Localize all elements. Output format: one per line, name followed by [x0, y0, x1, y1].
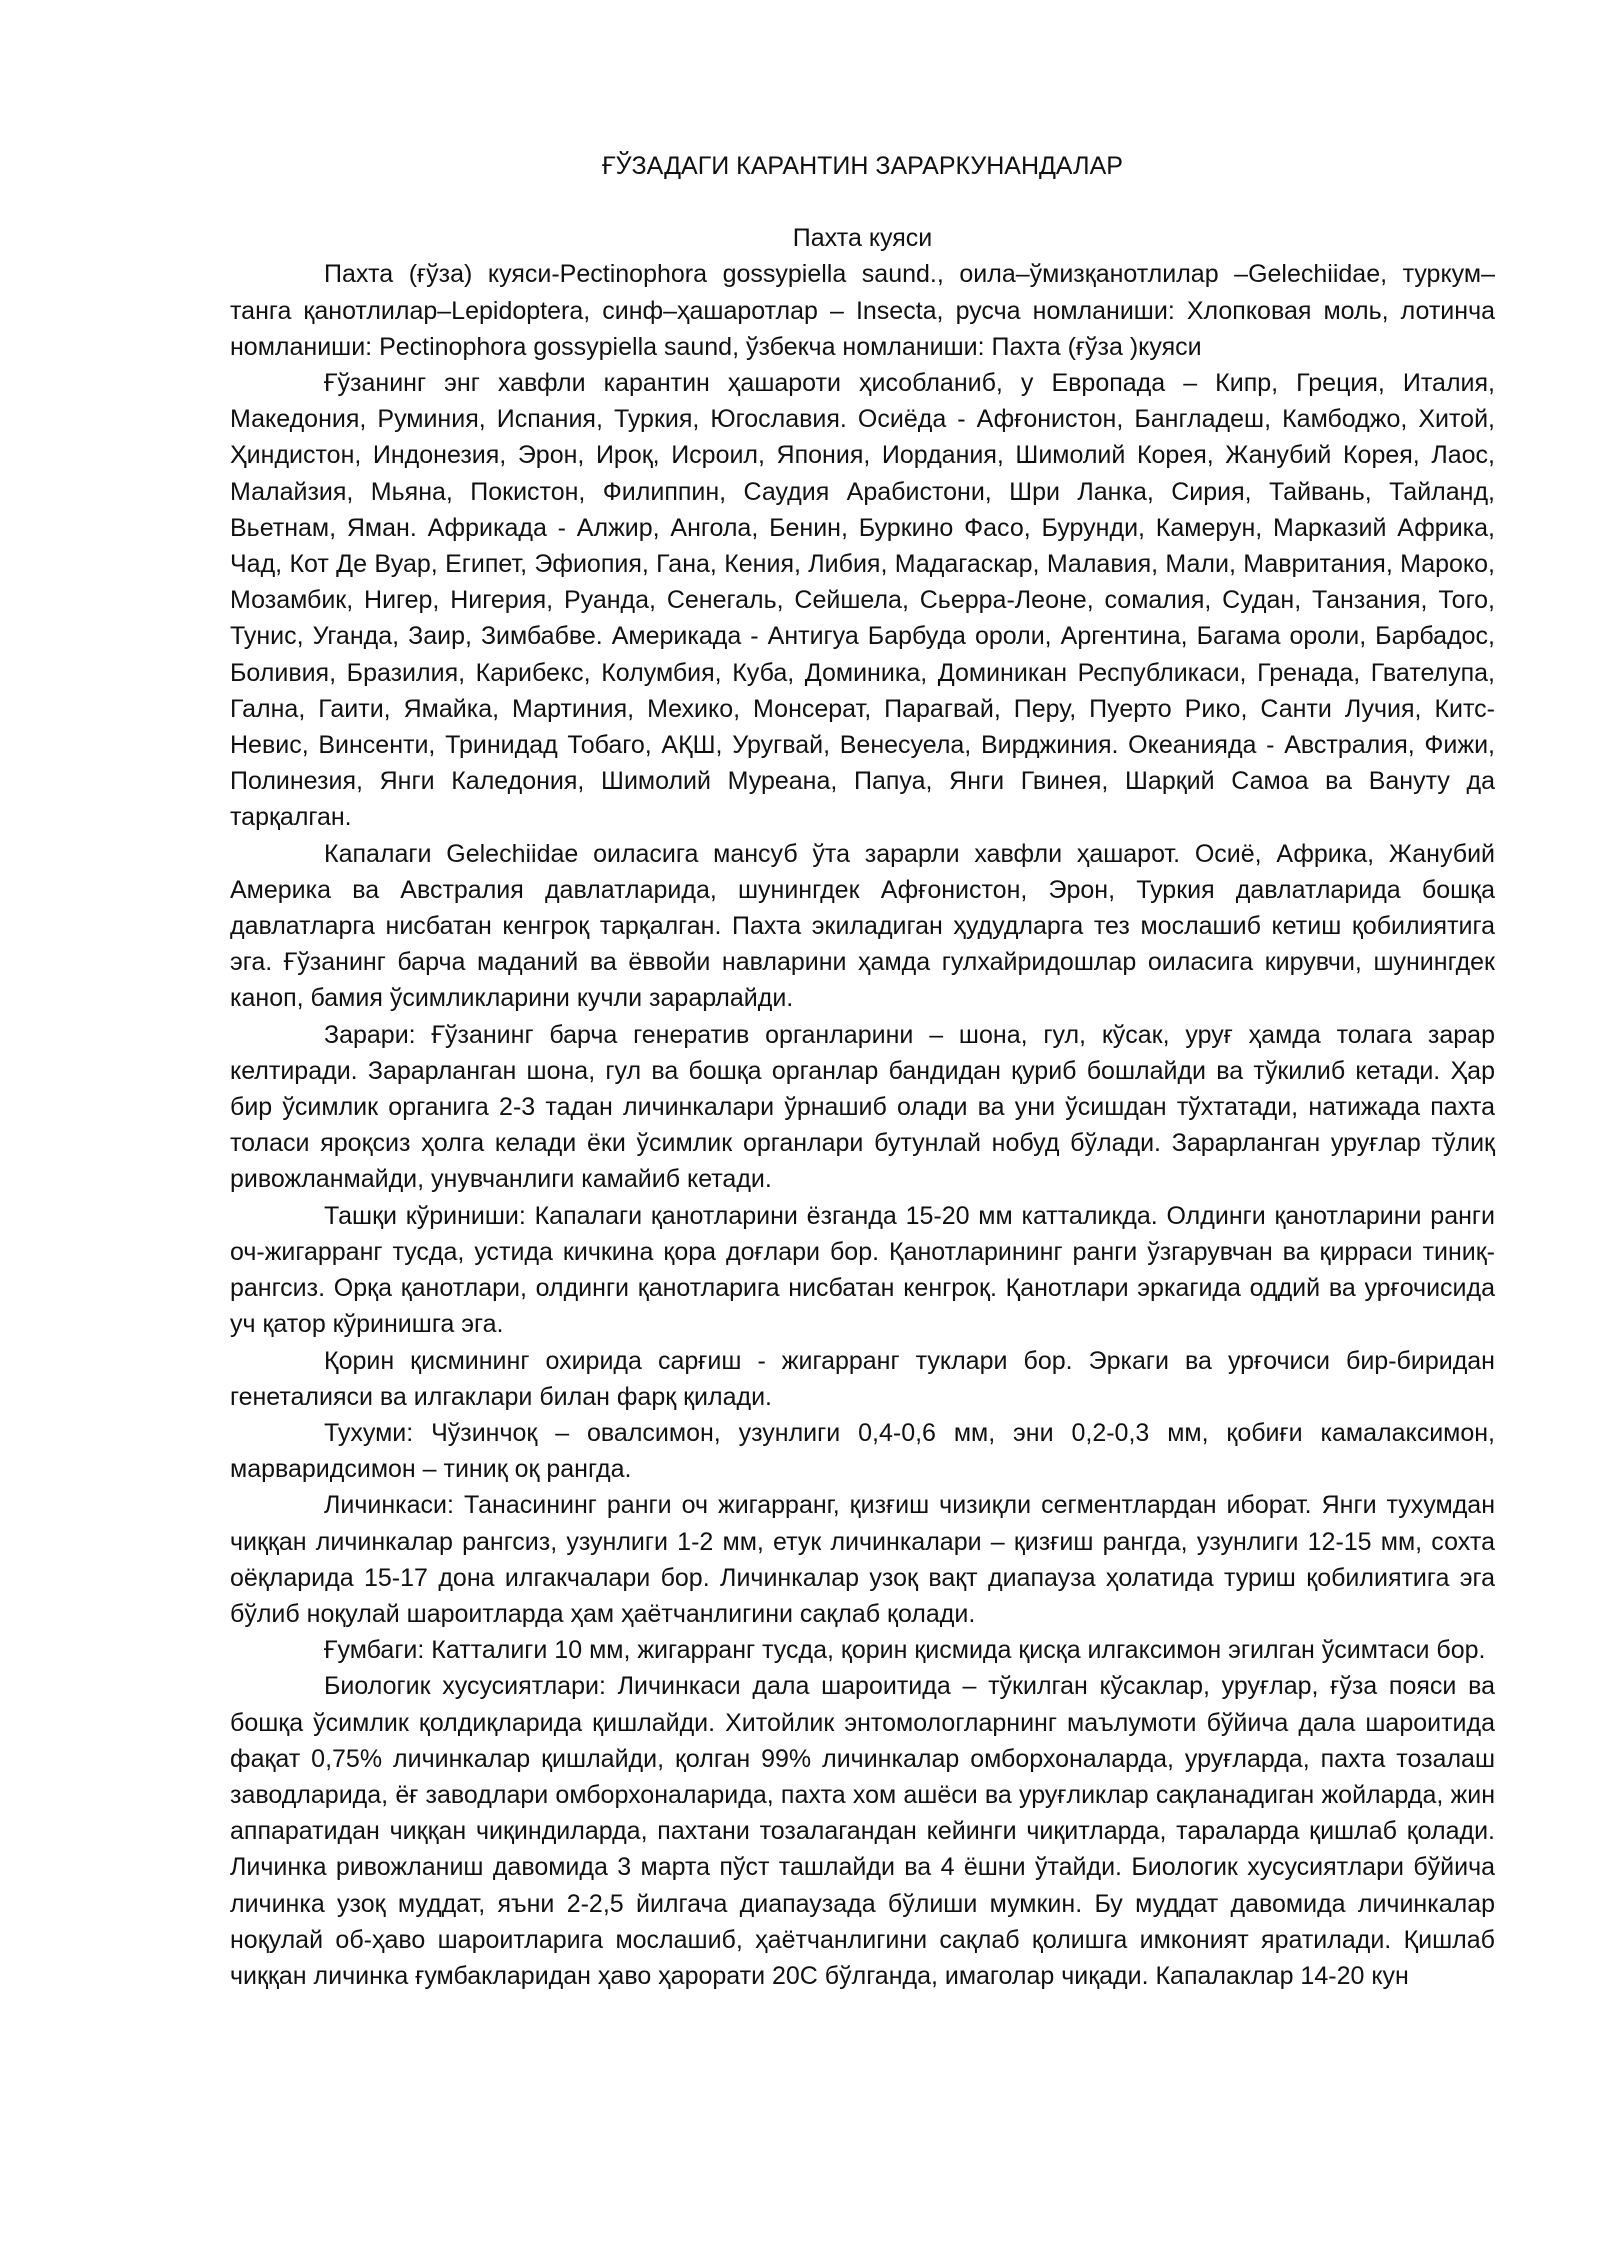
paragraph-egg: Тухуми: Чўзинчоқ – овалсимон, узунлиги 0,4-0,6 мм, эни 0,2-0,3 мм, қобиғи камалаксимон, марваридсимон – тиниқ оқ рангда. — [230, 1418, 1495, 1484]
document-page — [230, 148, 1495, 1994]
paragraph-damage: Зарари: Ғўзанинг барча генератив органларини – шона, гул, кўсак, уруғ ҳамда толага зарар келтиради. Зарарланган шона, гул ва бошқа органлар бандидан қуриб бошлайди ва тўкилиб кетади. Ҳар бир ўсимлик органига 2-3 тадан личинкалари ўрнашиб олади ва уни ўсишдан тўхтатади, натижада пахта толаси яроқсиз ҳолга келади ёки ўсимлик органлари бутунлай нобуд бўлади. Зарарланган уруғлар тўлиқ ривожланмайди, унувчанлиги камайиб кетади. — [230, 1020, 1495, 1194]
paragraph-intro: Пахта (ғўза) куяси-Pectinophora gossypiella saund., оила–ўмизқанотлилар –Gelechiidae, туркум–танга қанотлилар–Lepidoptera, синф–ҳашаротлар – Insecta, русча номланиши: Хлопковая моль, лотинча номланиши: Pectinophora gossypiella saund, ўзбекча номланиши: Пахта (ғўза )куяси — [230, 260, 1495, 361]
paragraph-abdomen: Қорин қисмининг охирида сарғиш - жигарранг туклари бор. Эркаги ва урғочиси бир-биридан генеталияси ва илгаклари билан фарқ қилади. — [230, 1346, 1495, 1411]
paragraph-distribution: Ғўзанинг энг хавфли карантин ҳашароти ҳисобланиб, у Европада – Кипр, Греция, Италия, Македония, Руминия, Испания, Туркия, Югославия. Осиёда - Афғонистон, Бангладеш, Камбоджо, Хитой, Ҳиндистон, Индонезия, Эрон, Ироқ, Исроил, Япония, Иордания, Шимолий Корея, Жанубий Корея, Лаос, Малайзия, Мьяна, Покистон, Филиппин, Саудия Арабистони, Шри Ланка, Сирия, Тайвань, Тайланд, Вьетнам, Яман. Африкада - Алжир, Ангола, Бенин, Буркино Фасо, Бурунди, Камерун, Марказий Африка, Чад, Кот Де Вуар, Египет, Эфиопия, Гана, Кения, Либия, Мадагаскар, Малавия, Мали, Мавритания, Мароко, Мозамбик, Нигер, Нигерия, Руанда, Сенегаль, Сейшела, Сьерра-Леоне, сомалия, Судан, Танзания, Того, Тунис, Уганда, Заир, Зимбабве. Америкада - Антигуа Барбуда ороли, Аргентина, Багама ороли, Барбадос, Боливия, Бразилия, Карибекс, Колумбия, Куба, Доминика, Доминикан Республикаси, Гренада, Гвателупа, Гална, Гаити, Ямайка, Мартиния, Мехико, Монсерат, Парагвай, Перу, Пуерто Рико, Санти Лучия, Китс-Невис, Винсенти, Тринидад Тобаго, АҚШ, Уругвай, Венесуела, Вирджиния. Океанияда - Австралия, Фижи, Полинезия, Янги Каледония, Шимолий Муреана, Папуа, Янги Гвинея, Шарқий Самоа ва Вануту да тарқалган. — [230, 369, 1495, 832]
paragraph-larva: Личинкаси: Танасининг ранги оч жигарранг, қизғиш чизиқли сегментлардан иборат. Янги тухумдан чиққан личинкалар рангсиз, узунлиги 1-2 мм, етук личинкалари – қизғиш рангда, узунлиги 12-15 мм, сохта оёқларида 15-17 дона илгакчалари бор. Личинкалар узоқ вақт диапауза ҳолатида туриш қобилиятига эга бўлиб ноқулай шароитларда ҳам ҳаётчанлигини сақлаб қолади. — [230, 1491, 1495, 1628]
paragraph-moth-description: Капалаги Gelechiidae оиласига мансуб ўта зарарли хавфли ҳашарот. Осиё, Африка, Жанубий Америка ва Австралия давлатларида, шунингдек Афғонистон, Эрон, Туркия давлатларида бошқа давлатларга нисбатан кенгроқ тарқалган. Пахта экиладиган ҳудудларга тез мослашиб кетиш қобилиятига эга. Ғўзанинг барча маданий ва ёввойи навларини ҳамда гулхайридошлар оиласига кирувчи, шунингдек каноп, бамия ўсимликларини кучли зарарлайди. — [230, 839, 1495, 1013]
document-title: ҒЎЗАДАГИ КАРАНТИН ЗАРАРКУНАНДАЛАР — [602, 152, 1123, 180]
paragraph-appearance: Ташқи кўриниши: Капалаги қанотларини ёзганда 15-20 мм катталикда. Олдинги қанотларини ранги оч-жигарранг тусда, устида кичкина қора доғлари бор. Қанотларининг ранги ўзгарувчан ва қирраси тиниқ-рангсиз. Орқа қанотлари, олдинги қанотларига нисбатан кенгроқ. Қанотлари эркагида оддий ва урғочисида уч қатор кўринишга эга. — [230, 1201, 1495, 1339]
paragraph-biology: Биологик хусусиятлари: Личинкаси дала шароитида – тўкилган кўсаклар, уруғлар, ғўза пояси ва бошқа ўсимлик қолдиқларида қишлайди. Хитойлик энтомологларнинг маълумоти бўйича дала шароитида фақат 0,75% личинкалар қишлайди, қолган 99% личинкалар омборхоналарда, уруғларда, пахта тозалаш заводларида, ёғ заводлари омборхоналарида, пахта хом ашёси ва уруғликлар сақланадиган жойларда, жин аппаратидан чиққан чиқиндиларда, пахтани тозалагандан кейинги чиқитларда, тараларда қишлаб қолади. Личинка ривожланиш давомида 3 марта пўст ташлайди ва 4 ёшни ўтайди. Биологик хусусиятлари бўйича личинка узоқ муддат, яъни 2-2,5 йилгача диапаузада бўлиши мумкин. Бу муддат давомида личинкалар ноқулай об-ҳаво шароитларига мослашиб, ҳаётчанлигини сақлаб қолишга имконият яратилади. Қишлаб чиққан личинка ғумбакларидан ҳаво ҳарорати 20С бўлганда, имаголар чиқади. Капалаклар 14-20 кун — [230, 1672, 1495, 1990]
paragraph-pupa: Ғумбаги: Катталиги 10 мм, жигарранг тусда, қорин қисмида қисқа илгаксимон эгилган ўсимтаси бор. — [324, 1636, 1486, 1665]
section-subtitle: Пахта куяси — [792, 224, 933, 253]
